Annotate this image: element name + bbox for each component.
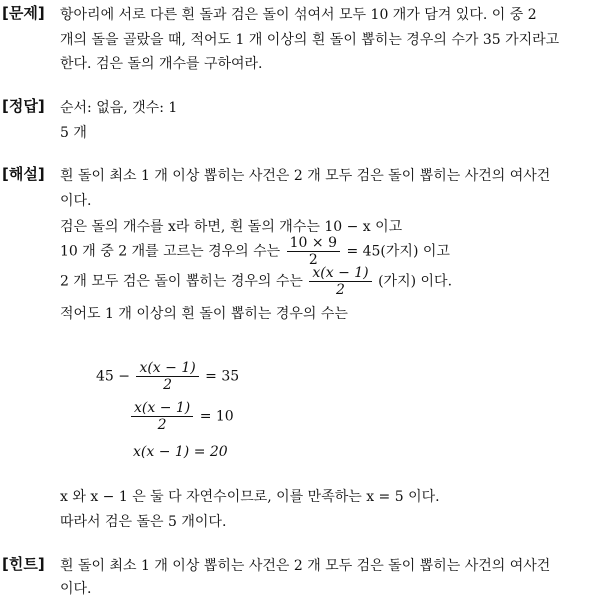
equation-1 [96, 360, 239, 393]
fraction-x-x-minus-1-over-2 [309, 265, 371, 298]
solution-line-4-text: 10 개 중 2 개를 고르는 경우의 수는 [60, 243, 281, 260]
problem-tag: [문제] [2, 4, 45, 22]
equation-2 [129, 400, 234, 433]
problem-line-1: 항아리에 서로 다른 흰 돌과 검은 돌이 섞여서 모두 10 개가 담겨 있다. 이 중 2 [60, 7, 537, 23]
equation-1-lhs: 45 − [96, 368, 130, 385]
equation-2-fraction [131, 400, 193, 433]
solution-line-4-result: = 45(가지) 이고 [346, 243, 450, 260]
conclusion-line-1: x 와 x − 1 은 둘 다 자연수이므로, 이를 만족하는 x = 5 이다. [60, 489, 440, 505]
answer-line-2: 5 개 [60, 125, 87, 141]
solution-line-1: 흰 돌이 최소 1 개 이상 뽑히는 사건은 2 개 모두 검은 돌이 뽑히는 사건의 여사건 [60, 168, 551, 184]
answer-line-1: 순서: 없음, 갯수: 1 [60, 100, 178, 116]
solution-line-5-result: (가지) 이다. [378, 273, 453, 290]
fraction-numerator: x(x − 1) [131, 400, 193, 417]
equation-2-rhs: = 10 [199, 408, 234, 425]
solution-line-5 [60, 265, 452, 298]
problem-line-2: 개의 돌을 골랐을 때, 적어도 1 개 이상의 흰 돌이 뽑히는 경우의 수가 35 가지라고 [60, 32, 560, 48]
conclusion-line-2: 따라서 검은 돌은 5 개이다. [60, 514, 227, 530]
fraction-denominator: 2 [336, 282, 345, 298]
solution-line-4 [60, 235, 450, 268]
fraction-denominator: 2 [308, 252, 318, 268]
fraction-numerator: 10 × 9 [287, 235, 340, 252]
solution-tag: [해설] [2, 165, 45, 183]
fraction-denominator: 2 [157, 417, 167, 433]
problem-line-3: 한다. 검은 돌의 개수를 구하여라. [60, 56, 263, 72]
fraction-numerator: x(x − 1) [309, 265, 371, 282]
equation-1-fraction [136, 360, 198, 393]
solution-line-6: 적어도 1 개 이상의 흰 돌이 뽑히는 경우의 수는 [60, 306, 348, 322]
solution-line-3: 검은 돌의 개수를 x라 하면, 흰 돌의 개수는 10 − x 이고 [60, 219, 403, 235]
equation-1-rhs: = 35 [205, 368, 240, 385]
equation-3: x(x − 1) = 20 [133, 444, 228, 460]
fraction-numerator: x(x − 1) [136, 360, 198, 377]
hint-line-1: 흰 돌이 최소 1 개 이상 뽑히는 사건은 2 개 모두 검은 돌이 뽑히는 사건의 여사건 [60, 558, 551, 574]
answer-tag: [정답] [2, 97, 45, 115]
hint-tag: [힌트] [2, 555, 45, 573]
solution-line-5-text: 2 개 모두 검은 돌이 뽑히는 경우의 수는 [60, 273, 303, 290]
fraction-10x9-over-2 [287, 235, 340, 268]
hint-line-2: 이다. [60, 581, 92, 597]
fraction-denominator: 2 [163, 377, 173, 393]
solution-line-2: 이다. [60, 193, 92, 209]
